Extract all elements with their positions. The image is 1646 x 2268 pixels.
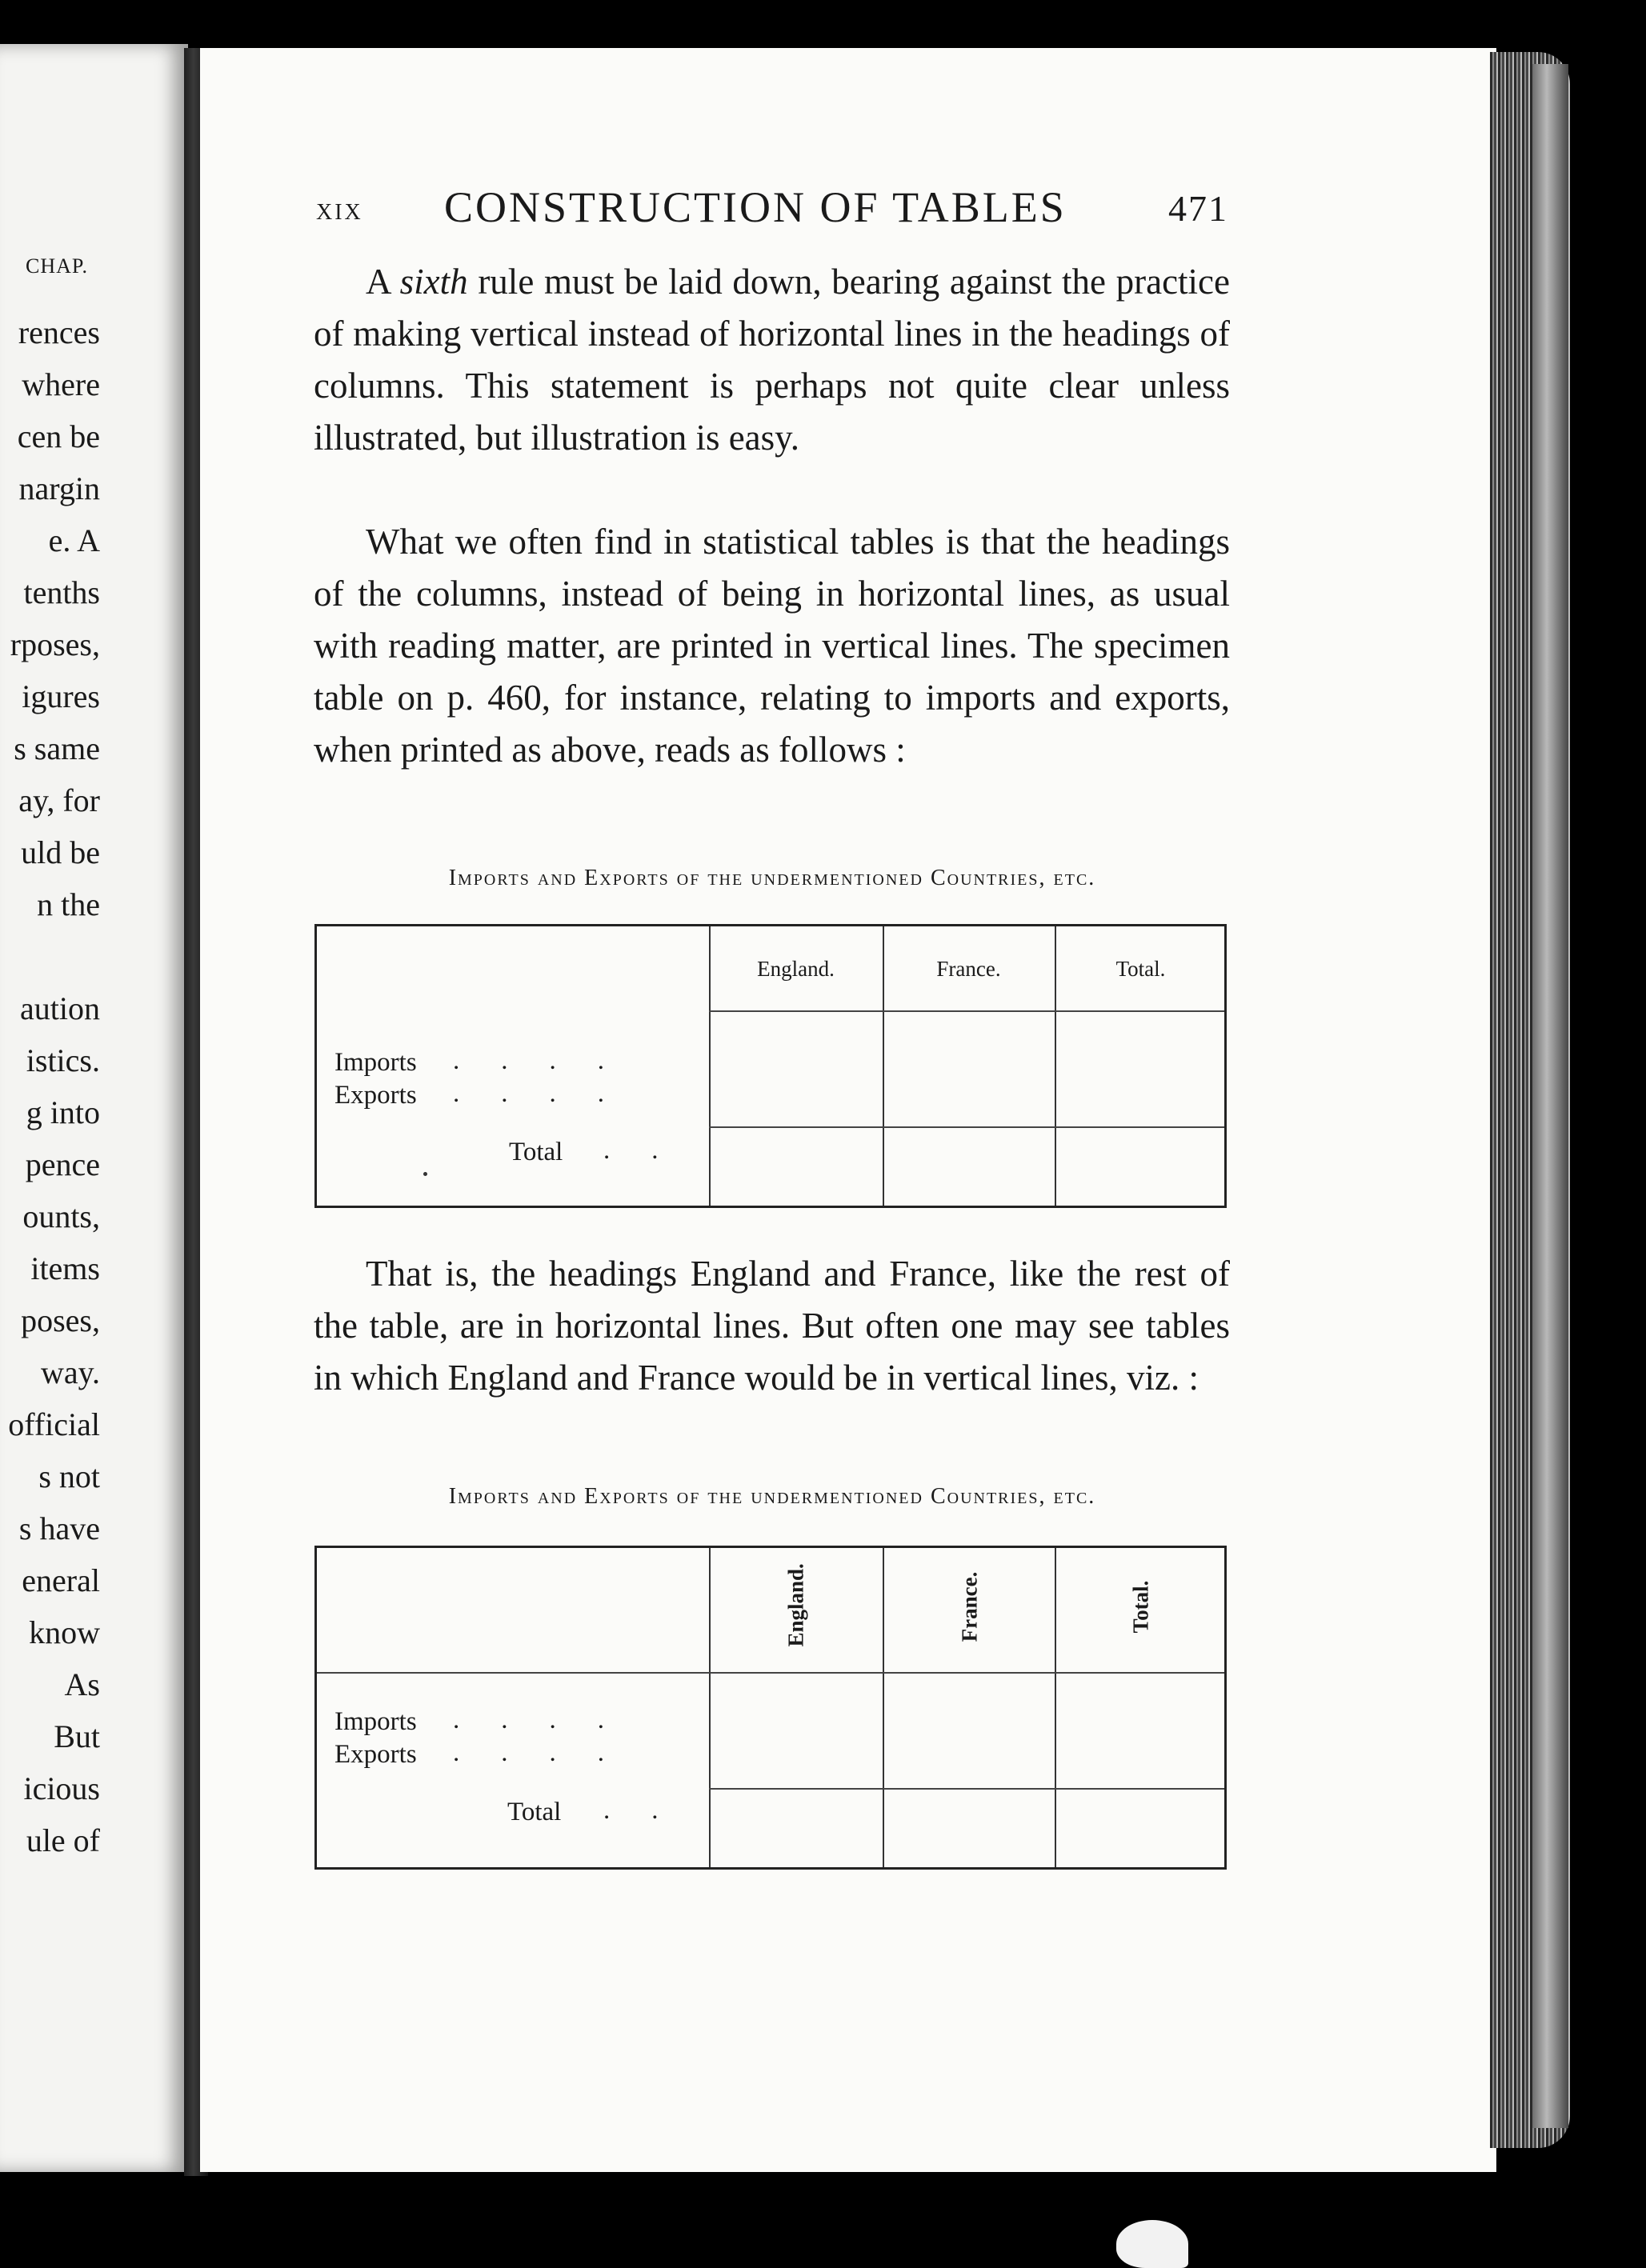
table-2-divider	[709, 1548, 711, 1867]
table-2-leader-dots: ....	[453, 1706, 646, 1734]
table-2-header-rule	[317, 1672, 1224, 1674]
table-2-leader-dots: ..	[603, 1796, 700, 1825]
left-page-line: cen be	[17, 418, 100, 454]
paragraph-1-emphasis: sixth	[399, 262, 468, 302]
left-page-line: icious	[23, 1770, 100, 1806]
left-page-line: nargin	[18, 470, 100, 506]
left-page-chap-label: CHAP.	[26, 254, 88, 278]
table-1	[314, 924, 1227, 1208]
left-page-line: s have	[18, 1510, 100, 1546]
table-2-row-total: Total	[507, 1798, 562, 1826]
table-2-divider	[883, 1548, 884, 1867]
table-2-row-imports: Imports	[334, 1707, 417, 1736]
table-1-row-exports: Exports	[334, 1081, 417, 1110]
paragraph-2	[314, 516, 1230, 776]
table-1-leader-dots: ....	[453, 1046, 646, 1075]
left-page-line: know	[29, 1614, 100, 1650]
paragraph-2-text: What we often find in statistical tables is that the headings of the columns, instead of being in horizontal lines, as usual with reading matter, are printed in vertical lines. The specimen table on p. 460, for instance, relating to imports and exports, when printed as above, reads as follows :	[314, 522, 1230, 770]
table-1-row-imports: Imports	[334, 1048, 417, 1077]
left-page-line: s not	[38, 1458, 100, 1494]
table-2-divider	[1055, 1548, 1056, 1867]
table-1-caption: Imports and Exports of the undermentioned Countries, etc.	[448, 866, 1096, 890]
table-2-col-france: France.	[957, 1571, 982, 1642]
page-number: 471	[1168, 188, 1228, 229]
chapter-numeral: XIX	[316, 200, 363, 225]
left-page-line: way.	[40, 1354, 100, 1390]
paragraph-1	[314, 256, 1230, 464]
left-page-line: rposes,	[10, 626, 100, 662]
left-page-line: But	[54, 1718, 100, 1754]
left-page-line: g into	[26, 1094, 100, 1130]
page-title: CONSTRUCTION OF TABLES	[444, 183, 1067, 231]
table-1-leader-dots: ....	[453, 1079, 646, 1108]
left-page-line: items	[30, 1250, 100, 1286]
left-page-line: rences	[18, 314, 100, 350]
table-1-total-rule	[709, 1126, 1224, 1128]
left-facing-page	[0, 44, 188, 2172]
left-page-line: As	[64, 1666, 100, 1702]
left-page-line: poses,	[21, 1302, 100, 1338]
left-page-line: igures	[22, 678, 100, 714]
table-1-leader-dots: ..	[603, 1136, 700, 1165]
book-outer-edge	[1532, 64, 1568, 2128]
table-2-caption: Imports and Exports of the undermentioned Countries, etc.	[448, 1484, 1096, 1509]
left-page-line: ounts,	[22, 1198, 100, 1234]
table-1-row-total: Total	[509, 1138, 563, 1166]
left-page-line	[8, 936, 100, 988]
table-1-col-total: Total.	[1115, 957, 1166, 981]
table-2-row-exports: Exports	[334, 1740, 417, 1769]
running-head	[316, 182, 1228, 238]
table-1-stray-dot	[423, 1172, 427, 1176]
paragraph-3	[314, 1248, 1230, 1404]
table-1-col-france: France.	[936, 957, 1001, 981]
left-page-line: eneral	[22, 1562, 100, 1598]
paragraph-3-text: That is, the headings England and France, like the rest of the table, are in horizontal lines. But often one may see tables in which England and France would be in vertical lines, viz. :	[314, 1254, 1230, 1398]
left-page-line: ay, for	[18, 782, 100, 818]
left-page-line: where	[22, 366, 100, 402]
table-2	[314, 1546, 1227, 1870]
left-page-line: tenths	[23, 574, 100, 610]
left-page-line: pence	[25, 1146, 100, 1182]
left-page-line: official	[8, 1406, 100, 1442]
left-page-line: istics.	[26, 1042, 100, 1078]
left-page-line: ule of	[26, 1822, 100, 1858]
left-page-line: uld be	[21, 834, 100, 870]
scan-artifact	[1116, 2220, 1188, 2268]
paragraph-1-text: rule must be laid down, bearing against the practice of making vertical instead of horizontal lines in the headings of columns. This statement is perhaps not quite clear unless illustrated, but illustration is easy.	[314, 262, 1230, 458]
table-1-col-england: England.	[757, 957, 835, 981]
table-2-col-total: Total.	[1128, 1580, 1153, 1634]
left-page-text-column	[8, 312, 100, 1872]
paragraph-1-prefix: A	[366, 262, 400, 302]
left-page-line: s same	[14, 730, 100, 766]
table-2-total-rule	[709, 1788, 1224, 1790]
left-page-line: e. A	[48, 522, 100, 558]
table-2-leader-dots: ....	[453, 1738, 646, 1767]
table-2-col-england: England.	[783, 1563, 808, 1647]
table-1-header-rule	[709, 1010, 1224, 1012]
left-page-line: n the	[37, 886, 100, 922]
left-page-line: aution	[20, 990, 100, 1026]
